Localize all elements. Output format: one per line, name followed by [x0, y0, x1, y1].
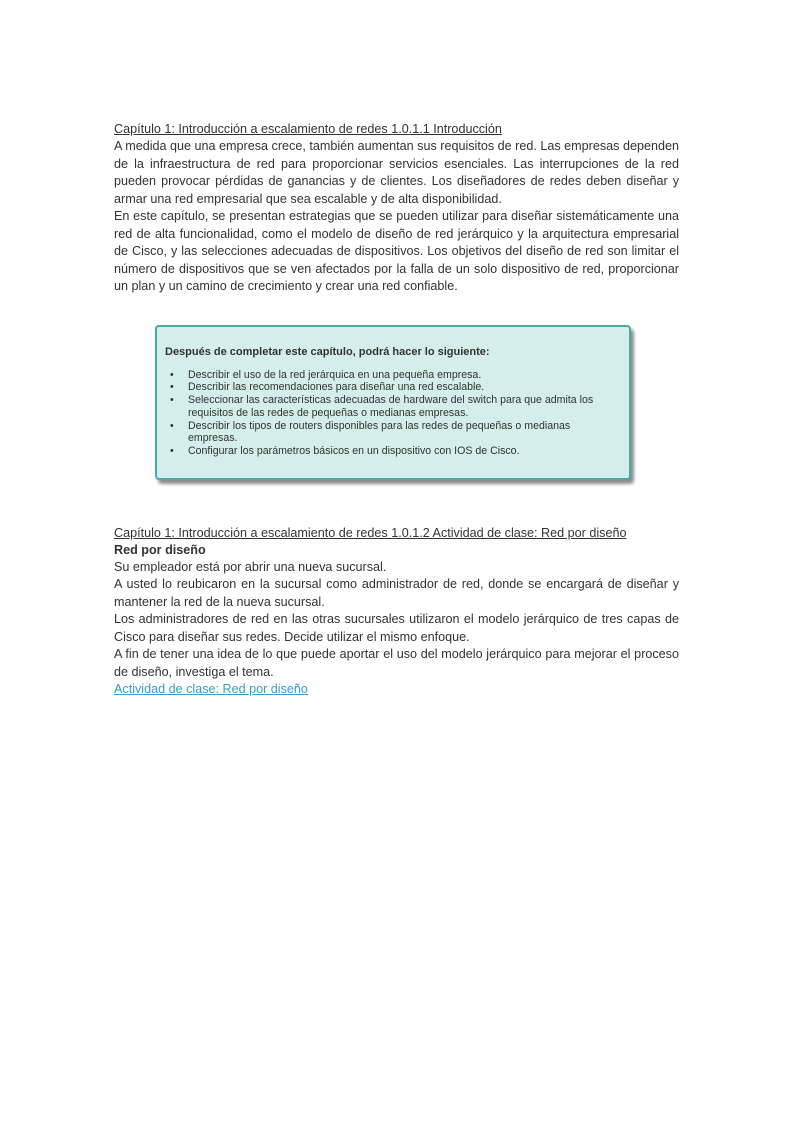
section2-paragraph-3: Los administradores de red en las otras sucursales utilizaron el modelo jerárquico de tres capas de Cisco para diseñar sus redes. Decide utilizar el mismo enfoque.: [114, 612, 679, 644]
activity-link[interactable]: Actividad de clase: Red por diseño: [114, 682, 308, 696]
objectives-box-title: Después de completar este capítulo, podrá hacer lo siguiente:: [165, 345, 490, 358]
objectives-box: [155, 325, 635, 484]
objective-item-text: Seleccionar las características adecuadas de hardware del switch para que admita los requisitos de las redes de pequeñas o medianas empresas.: [188, 394, 594, 419]
objective-item: [165, 394, 621, 420]
section2-heading: Capítulo 1: Introducción a escalamiento de redes 1.0.1.2 Actividad de clase: Red por diseño: [114, 525, 627, 540]
section1-paragraph-2: En este capítulo, se presentan estrategias que se pueden utilizar para diseñar sistemáticamente una red de alta funcionalidad, como el modelo de diseño de red jerárquico y la arquitectura empresarial de Cisco, y las selecciones adecuadas de dispositivos. Los objetivos del diseño de red son limitar el número de dispositivos que se ven afectados por la falla de un solo dispositivo de red, proporcionar un plan y un camino de crecimiento y crear una red confiable.: [114, 209, 679, 293]
section2-paragraph-2: A usted lo reubicaron en la sucursal como administrador de red, donde se encargará de diseñar y mantener la red de la nueva sucursal.: [114, 577, 679, 609]
objective-item-text: Describir las recomendaciones para diseñar una red escalable.: [188, 381, 485, 394]
section2-subtitle: Red por diseño: [114, 542, 206, 557]
objective-item-text: Configurar los parámetros básicos en un dispositivo con IOS de Cisco.: [188, 445, 520, 458]
section1-paragraph-1: A medida que una empresa crece, también aumentan sus requisitos de red. Las empresas dependen de la infraestructura de red para proporcionar servicios esenciales. Las interrupciones de la red pueden provocar pérdidas de ganancias y de clientes. Los diseñadores de redes deben diseñar y armar una red empresarial que sea escalable y de alta disponibilidad.: [114, 139, 679, 206]
bullet-icon: •: [170, 394, 174, 407]
objective-item: [165, 381, 621, 394]
bullet-icon: •: [170, 419, 174, 432]
objective-item: [165, 445, 621, 458]
objective-item: [165, 369, 621, 382]
objectives-box-panel: [155, 325, 631, 480]
bullet-icon: •: [170, 381, 174, 394]
objective-item-text: Describir los tipos de routers disponibles para las redes de pequeñas o medianas empresas.: [188, 419, 571, 445]
bullet-icon: •: [170, 368, 174, 381]
section2-paragraph-4: A fin de tener una idea de lo que puede aportar el uso del modelo jerárquico para mejorar el proceso de diseño, investiga el tema.: [114, 647, 679, 679]
bullet-icon: •: [170, 445, 174, 458]
objective-item: [165, 420, 621, 446]
objectives-list: [165, 369, 621, 459]
document-page: [114, 121, 679, 698]
section2-paragraph-1: Su empleador está por abrir una nueva sucursal.: [114, 559, 387, 574]
section1-heading: Capítulo 1: Introducción a escalamiento de redes 1.0.1.1 Introducción: [114, 122, 502, 136]
objective-item-text: Describir el uso de la red jerárquica en una pequeña empresa.: [188, 368, 482, 381]
